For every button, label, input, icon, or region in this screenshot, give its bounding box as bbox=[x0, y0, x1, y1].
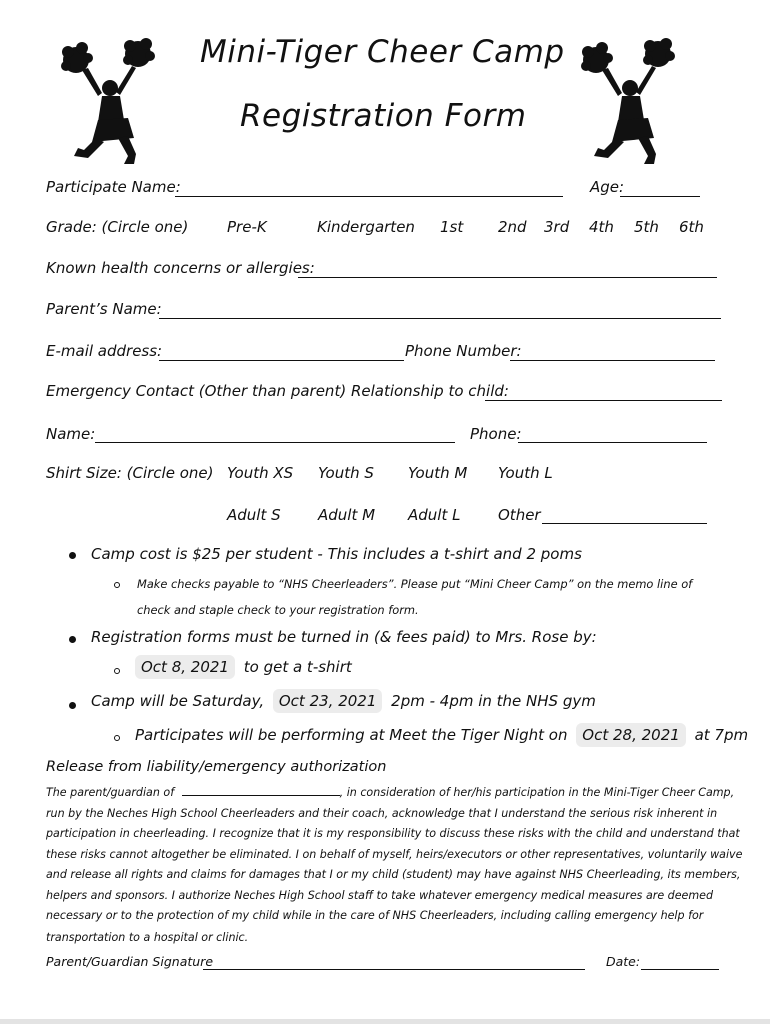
grade-option-3rd[interactable]: 3rd bbox=[544, 218, 570, 236]
grade-option-5th[interactable]: 5th bbox=[634, 218, 659, 236]
deadline-line bbox=[135, 658, 352, 676]
performance-line bbox=[135, 726, 748, 744]
emergency-name-label: Name: bbox=[46, 425, 96, 443]
performance-prefix: Participates will be performing at Meet the Tiger Night on bbox=[135, 726, 568, 744]
health-concerns-field[interactable] bbox=[298, 277, 717, 278]
shirt-option-youth-l[interactable]: Youth L bbox=[498, 464, 553, 482]
grade-option-1st[interactable]: 1st bbox=[440, 218, 464, 236]
page-title: Mini-Tiger Cheer Camp bbox=[200, 34, 565, 70]
health-concerns-label: Known health concerns or allergies: bbox=[46, 259, 315, 277]
shirt-option-youth-m[interactable]: Youth M bbox=[408, 464, 468, 482]
grade-option-4th[interactable]: 4th bbox=[589, 218, 614, 236]
bullet-icon bbox=[69, 702, 76, 709]
bullet-icon bbox=[69, 636, 76, 643]
performance-date-chip[interactable]: Oct 28, 2021 bbox=[576, 723, 686, 747]
release-heading: Release from liability/emergency authorization bbox=[46, 759, 387, 775]
age-field[interactable] bbox=[620, 196, 700, 197]
release-line-8: transportation to a hospital or clinic. bbox=[46, 931, 249, 944]
emergency-phone-field[interactable] bbox=[518, 442, 707, 443]
email-field[interactable] bbox=[159, 360, 404, 361]
release-line-7: necessary or to the protection of my child while in the care of NHS Cheerleaders, including calling emergency help for bbox=[46, 909, 704, 922]
shirt-size-label: Shirt Size: (Circle one) bbox=[46, 464, 214, 482]
participant-name-label: Participate Name: bbox=[46, 178, 181, 196]
participant-name-field[interactable] bbox=[175, 196, 563, 197]
performance-suffix: at 7pm bbox=[694, 726, 749, 744]
emergency-phone-label: Phone: bbox=[470, 425, 522, 443]
shirt-option-youth-s[interactable]: Youth S bbox=[318, 464, 374, 482]
hollow-bullet-icon bbox=[114, 668, 120, 674]
signature-label: Parent/Guardian Signature bbox=[46, 954, 214, 969]
phone-number-label: Phone Number: bbox=[405, 342, 522, 360]
age-label: Age: bbox=[590, 178, 625, 196]
parent-name-label: Parent’s Name: bbox=[46, 300, 162, 318]
cheerleader-left-icon bbox=[58, 38, 158, 166]
date-label: Date: bbox=[606, 954, 641, 969]
hollow-bullet-icon bbox=[114, 735, 120, 741]
page-bottom-edge bbox=[0, 1019, 770, 1024]
checks-instructions-line2: check and staple check to your registration form. bbox=[137, 603, 419, 617]
release-line-6: helpers and sponsors. I authorize Neches High School staff to take whatever emergency medical measures are deemed bbox=[46, 889, 714, 902]
emergency-contact-label: Emergency Contact (Other than parent) Relationship to child: bbox=[46, 382, 509, 400]
shirt-option-other[interactable]: Other bbox=[498, 506, 541, 524]
shirt-option-adult-l[interactable]: Adult L bbox=[408, 506, 461, 524]
release-line-3: participation in cheerleading. I recognize that it is my responsibility to discuss these risks with the child and understand that bbox=[46, 827, 740, 840]
shirt-option-adult-s[interactable]: Adult S bbox=[227, 506, 281, 524]
deadline-suffix: to get a t-shirt bbox=[243, 658, 352, 676]
date-field[interactable] bbox=[641, 969, 719, 970]
camp-date-line bbox=[91, 692, 596, 710]
release-line-4: these risks cannot altogether be eliminated. I on behalf of myself, heirs/executors or other representatives, voluntarily waive bbox=[46, 848, 743, 861]
bullet-icon bbox=[69, 552, 76, 559]
shirt-other-field[interactable] bbox=[542, 523, 707, 524]
child-name-field[interactable] bbox=[182, 795, 340, 796]
grade-label: Grade: (Circle one) bbox=[46, 218, 189, 236]
camp-date-chip[interactable]: Oct 23, 2021 bbox=[273, 689, 383, 713]
cheerleader-right-icon bbox=[578, 38, 678, 166]
camp-date-suffix: 2pm - 4pm in the NHS gym bbox=[391, 692, 596, 710]
grade-option-2nd[interactable]: 2nd bbox=[498, 218, 527, 236]
grade-option-6th[interactable]: 6th bbox=[679, 218, 704, 236]
release-line-5: and release all rights and claims for damages that I or my child (student) may have against NHS Cheerleading, its members, bbox=[46, 868, 741, 881]
release-line-1b: , in consideration of her/his participation in the Mini-Tiger Cheer Camp, bbox=[339, 786, 735, 799]
deadline-text: Registration forms must be turned in (& fees paid) to Mrs. Rose by: bbox=[91, 628, 597, 646]
email-label: E-mail address: bbox=[46, 342, 163, 360]
phone-number-field[interactable] bbox=[510, 360, 715, 361]
shirt-option-adult-m[interactable]: Adult M bbox=[318, 506, 376, 524]
grade-option-kindergarten[interactable]: Kindergarten bbox=[317, 218, 415, 236]
deadline-date-chip[interactable]: Oct 8, 2021 bbox=[135, 655, 235, 679]
camp-date-prefix: Camp will be Saturday, bbox=[91, 692, 265, 710]
shirt-option-youth-xs[interactable]: Youth XS bbox=[227, 464, 294, 482]
grade-option-prek[interactable]: Pre-K bbox=[227, 218, 267, 236]
relationship-field[interactable] bbox=[485, 400, 722, 401]
release-line-2: run by the Neches High School Cheerleaders and their coach, acknowledge that I understand the serious risk inherent in bbox=[46, 807, 718, 820]
hollow-bullet-icon bbox=[114, 582, 120, 588]
release-line-1a: The parent/guardian of bbox=[46, 786, 175, 799]
emergency-name-field[interactable] bbox=[95, 442, 455, 443]
parent-name-field[interactable] bbox=[159, 318, 721, 319]
signature-field[interactable] bbox=[203, 969, 585, 970]
page-subtitle: Registration Form bbox=[240, 98, 527, 134]
camp-cost-text: Camp cost is $25 per student - This includes a t-shirt and 2 poms bbox=[91, 545, 582, 563]
release-line-1 bbox=[46, 786, 734, 799]
checks-instructions-line1: Make checks payable to “NHS Cheerleaders”. Please put “Mini Cheer Camp” on the memo line of bbox=[137, 577, 693, 591]
